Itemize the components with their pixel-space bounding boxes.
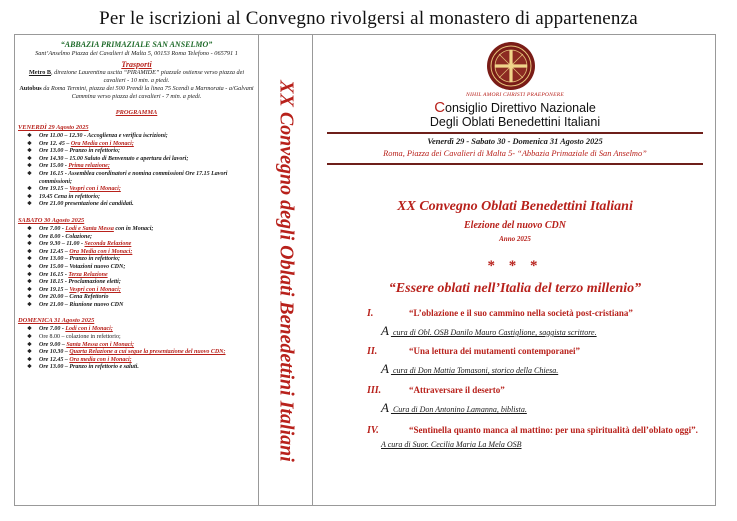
relazione-item bbox=[367, 346, 707, 377]
schedule-item bbox=[27, 256, 258, 264]
schedule-list bbox=[15, 226, 258, 310]
schedule-liturgy-link: Vespri con i Monaci; bbox=[69, 286, 121, 293]
relazione-number: IV. bbox=[367, 425, 379, 436]
schedule-item bbox=[27, 156, 258, 164]
schedule-time-text: Ore 10.30 – bbox=[39, 349, 70, 356]
schedule-liturgy-link: Lodi e Santa Messa bbox=[65, 225, 114, 232]
author-text: Cura di Don Antonino Lamanna, biblista. bbox=[390, 405, 527, 414]
schedule-time-text: Ore 18.15 - Proclamazione eletti; bbox=[39, 279, 121, 286]
relazione-number: I. bbox=[367, 308, 374, 319]
schedule-time-text: Ore 8.00 – colazione in refettorio; bbox=[39, 334, 121, 341]
schedule-item bbox=[27, 148, 258, 156]
schedule-item bbox=[27, 279, 258, 287]
relazione-number: II. bbox=[367, 346, 378, 357]
schedule-liturgy-link: Ora Media con i Monaci; bbox=[69, 248, 133, 255]
schedule-time-text: 19.45 Cena in refettorio; bbox=[39, 193, 100, 200]
schedule-item bbox=[27, 234, 258, 242]
schedule-day-heading: SABATO 30 Agosto 2025 bbox=[18, 216, 85, 224]
schedule-liturgy-link: Prima relazione; bbox=[68, 163, 110, 170]
relazione-author bbox=[367, 361, 707, 377]
schedule-liturgy-link: Santa Messa con i Monaci; bbox=[66, 341, 135, 348]
council-name bbox=[313, 99, 717, 116]
schedule-liturgy-link: Quarta Relazione a cui segue la presentazione del nuovo CDN; bbox=[69, 349, 226, 356]
schedule-time-text: Ore 9.30 – 11.00 - bbox=[39, 241, 85, 248]
relazione-item bbox=[367, 425, 707, 449]
bus-info bbox=[15, 85, 258, 101]
relazione-title: “Una lettura dei mutamenti contemporanei” bbox=[409, 346, 580, 356]
transport-heading: Trasporti bbox=[121, 60, 152, 69]
stars-ornament: * * * bbox=[487, 258, 543, 274]
event-dates: Venerdì 29 - Sabato 30 - Domenica 31 Agosto 2025 bbox=[427, 137, 603, 146]
schedule-liturgy-link: Ora Media con i Monaci; bbox=[70, 140, 134, 147]
schedule-time-text: Ore 21.00 – Riunione nuovo CDN bbox=[39, 301, 124, 308]
schedule-time-text: Ore 13.00 – Pranzo in refettorio; bbox=[39, 256, 120, 263]
schedule-time-text: Ore 12.45 – bbox=[39, 248, 70, 255]
schedule-item bbox=[27, 249, 258, 257]
year-label: Anno 2025 bbox=[499, 235, 531, 243]
schedule-item bbox=[27, 294, 258, 302]
divider-bottom bbox=[327, 163, 703, 165]
schedule-time-text: Ore 12. 45 – bbox=[39, 140, 71, 147]
motto: NIHIL AMORI CHRISTI PRAEPONERE bbox=[466, 92, 564, 98]
schedule-item bbox=[27, 194, 258, 202]
schedule-time-text: Ore 16.15 - bbox=[39, 271, 69, 278]
author-initial: A bbox=[381, 361, 389, 376]
schedule-item bbox=[27, 226, 258, 234]
author-text: cura di Don Mattia Tomasoni, storico della Chiesa. bbox=[390, 366, 559, 375]
brochure-sheet bbox=[14, 34, 716, 506]
relazione-title: “Sentinella quanto manca al mattino: per una spiritualità dell’oblato oggi”. bbox=[409, 425, 698, 435]
vertical-title: XX Convegno degli Oblati Benedettini Italiani bbox=[275, 80, 298, 462]
relazione-item bbox=[367, 308, 707, 339]
schedule-time-text: Ore 7.00 - bbox=[39, 326, 66, 333]
schedule-days bbox=[15, 124, 258, 372]
schedule-item bbox=[27, 364, 258, 372]
schedule-liturgy-link: Seconda Relazione bbox=[84, 241, 132, 248]
event-place: Roma, Piazza dei Cavalieri di Malta 5- “Abbazia Primaziale di San Anselmo” bbox=[383, 149, 647, 158]
relazione-author bbox=[367, 400, 707, 416]
program-column bbox=[15, 35, 259, 505]
election-subtitle: Elezione del nuovo CDN bbox=[464, 220, 566, 231]
schedule-liturgy-link: Ora media con i Monaci; bbox=[69, 356, 132, 363]
schedule-day-heading: VENERDÌ 29 Agosto 2025 bbox=[18, 124, 89, 131]
registration-banner: Per le iscrizioni al Convegno rivolgersi al monastero di appartenenza bbox=[99, 8, 638, 29]
schedule-time-text: Ore 15.00 - bbox=[39, 163, 69, 170]
metro-label: Metro B bbox=[28, 69, 51, 76]
divider-top bbox=[327, 132, 703, 134]
schedule-time-text: Ore 21.00 presentazione dei candidati. bbox=[39, 201, 134, 208]
schedule-item bbox=[27, 171, 258, 186]
schedule-list bbox=[15, 133, 258, 209]
metro-info bbox=[15, 69, 258, 85]
schedule-time-text: Ore 19.15 – bbox=[39, 286, 70, 293]
relazione-title: “L’oblazione e il suo cammino nella società post-cristiana” bbox=[409, 308, 633, 318]
schedule-time-text: Ore 9.00 – bbox=[39, 341, 67, 348]
schedule-time-text: Ore 20.00 – Cena Refettorio bbox=[39, 294, 109, 301]
benedictine-emblem-icon bbox=[486, 41, 536, 91]
schedule-time-text: Ore 8.00 - Colazione; bbox=[39, 233, 92, 240]
schedule-item bbox=[27, 264, 258, 272]
council-subtitle: Degli Oblati Benedettini Italiani bbox=[429, 115, 601, 129]
schedule-item bbox=[27, 287, 258, 295]
schedule-time-text: Ore 16.15 - Assemblea coordinatori e nomina commissioni Ore 17.15 Lavori commissioni; bbox=[39, 170, 228, 185]
schedule-item bbox=[27, 349, 258, 357]
schedule-time-text: Ore 7.00 - bbox=[39, 225, 66, 232]
bus-text: da Roma Termini, piazza dei 500 Prendi la linea 75 Scendi a Marmorata - a/Galvani Cammina verso piazza dei cavalieri - 7 min. a piedi. bbox=[41, 85, 254, 100]
relazione-number: III. bbox=[367, 385, 382, 396]
convention-title: XX Convegno Oblati Benedettini Italiani bbox=[397, 199, 633, 214]
schedule-time-text: Ore 19.15 – bbox=[39, 186, 70, 193]
council-initial: C bbox=[434, 99, 446, 116]
metro-text: , direzione Laurentina uscita “PIRAMIDE” piazzale ostiense verso piazza dei cavalieri - 10 min. a piedi. bbox=[51, 69, 245, 84]
abbey-address: Sant’Anselmo Piazza dei Cavalieri di Malta 5, 00153 Roma Telefono - 065791 1 bbox=[35, 50, 238, 57]
schedule-post-text: con in Monaci; bbox=[113, 225, 154, 232]
spine-column bbox=[259, 35, 313, 505]
relazione-author bbox=[367, 440, 707, 449]
schedule-time-text: Ore 13.00 – Pranzo in refettorio e saluti. bbox=[39, 364, 139, 371]
author-initial: A bbox=[381, 323, 389, 338]
schedule-item bbox=[27, 342, 258, 350]
schedule-time-text: Ore 11.00 – 12.30 - Accoglienza e verifica iscrizioni; bbox=[39, 133, 168, 139]
schedule-item bbox=[27, 272, 258, 280]
schedule-list bbox=[15, 326, 258, 372]
abbey-name: “ABBAZIA PRIMAZIALE SAN ANSELMO” bbox=[60, 40, 213, 49]
author-initial: A bbox=[381, 400, 389, 415]
schedule-item bbox=[27, 302, 258, 310]
relazione-title: “Attraversare il deserto” bbox=[409, 385, 505, 395]
cover-column bbox=[313, 35, 717, 505]
schedule-time-text: Ore 15.00 – Votazioni nuovo CDN; bbox=[39, 263, 126, 270]
schedule-item bbox=[27, 186, 258, 194]
schedule-day-heading: DOMENICA 31 Agosto 2025 bbox=[18, 317, 95, 325]
schedule-item bbox=[27, 326, 258, 334]
author-text: cura di Obl. OSB Danilo Mauro Castiglione, saggista scrittore. bbox=[390, 328, 597, 337]
schedule-item bbox=[27, 357, 258, 365]
schedule-item bbox=[27, 201, 258, 209]
relazione-item bbox=[367, 385, 707, 416]
schedule-liturgy-link: Lodi con i Monaci; bbox=[65, 326, 113, 333]
theme-title: “Essere oblati nell’Italia del terzo millenio” bbox=[388, 281, 642, 296]
bus-label: Autobus bbox=[19, 85, 42, 92]
schedule-time-text: Ore 14.30 – 15.00 Saluto di Benvenuto e apertura dei lavori; bbox=[39, 155, 189, 162]
schedule-item bbox=[27, 334, 258, 342]
schedule-item bbox=[27, 133, 258, 141]
author-text: A cura di Suor. Cecilia Maria La Mela OSB bbox=[381, 440, 522, 449]
schedule-liturgy-link: Terza Relazione bbox=[68, 271, 108, 278]
schedule-time-text: Ore 13.00 – Pranzo in refettorio; bbox=[39, 148, 120, 155]
schedule-liturgy-link: Vespri con i Monaci; bbox=[69, 186, 121, 193]
program-heading: PROGRAMMA bbox=[115, 109, 158, 116]
schedule-item bbox=[27, 241, 258, 249]
schedule-time-text: Ore 12.45 – bbox=[39, 356, 70, 363]
council-rest: onsiglio Direttivo Nazionale bbox=[445, 101, 596, 115]
schedule-item bbox=[27, 163, 258, 171]
schedule-item bbox=[27, 141, 258, 149]
relazione-author bbox=[367, 323, 707, 339]
